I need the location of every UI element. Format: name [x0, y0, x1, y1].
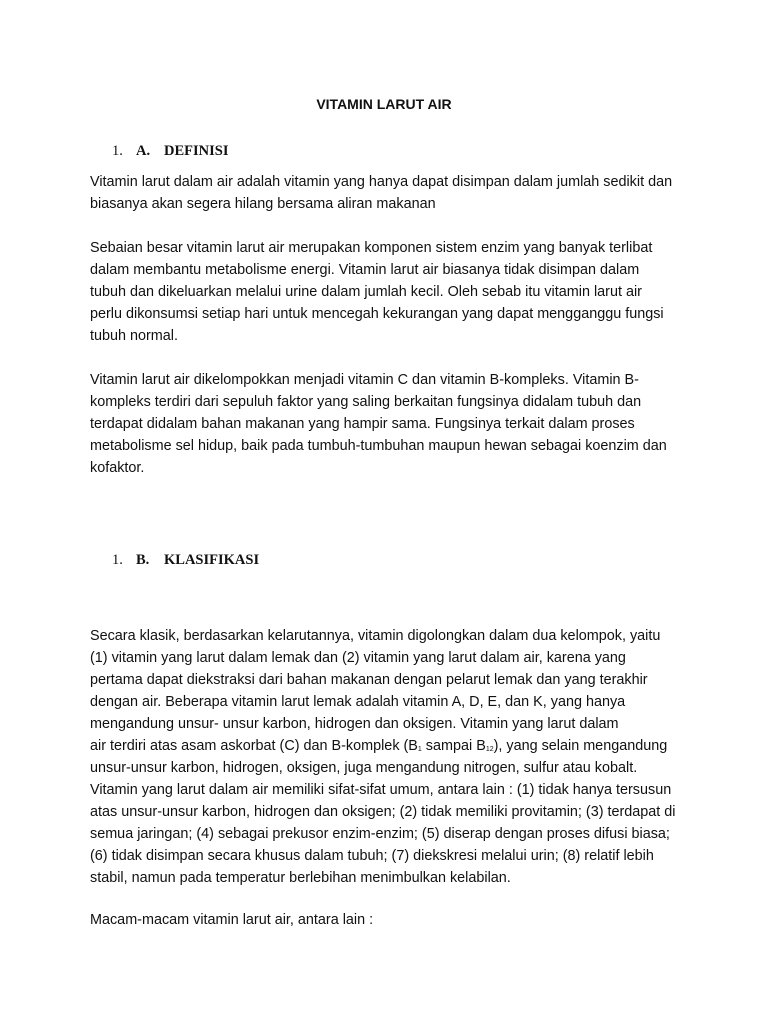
- text-line: unsur-unsur karbon, hidrogen, oksigen, juga mengandung nitrogen, sulfur atau kobalt.: [90, 760, 638, 776]
- paragraph-definisi-3: [90, 369, 682, 479]
- text-line: tubuh dan dikeluarkan melalui urine dalam jumlah kecil. Oleh sebab itu vitamin larut air: [90, 284, 642, 300]
- text-line: Vitamin larut dalam air adalah vitamin yang hanya dapat disimpan dalam jumlah sedikit dan: [90, 174, 673, 190]
- text-line: Secara klasik, berdasarkan kelarutannya, vitamin digolongkan dalam dua kelompok, yaitu: [90, 628, 661, 644]
- text-line: terdapat didalam bahan makanan yang hampir sama. Fungsinya terkait dalam proses: [90, 416, 635, 432]
- text-fragment: air terdiri atas asam askorbat (C) dan B-komplek (B: [90, 738, 418, 754]
- text-line: pertama dapat diekstraksi dari bahan makanan dengan pelarut lemak dan yang terakhir: [90, 672, 648, 688]
- section-heading-klasifikasi: [112, 552, 259, 569]
- section-title: KLASIFIKASI: [164, 552, 260, 568]
- section-number: 1.: [112, 552, 123, 568]
- text-line: Sebaian besar vitamin larut air merupakan komponen sistem enzim yang banyak terlibat: [90, 240, 653, 256]
- text-line: (1) vitamin yang larut dalam lemak dan (2) vitamin yang larut dalam air, karena yang: [90, 650, 626, 666]
- section-title: DEFINISI: [164, 143, 229, 159]
- subscript: 12: [485, 746, 494, 753]
- paragraph-klasifikasi-2: [90, 909, 682, 931]
- text-line: dengan air. Beberapa vitamin larut lemak adalah vitamin A, D, E, dan K, yang hanya: [90, 694, 626, 710]
- subscript: 1: [417, 746, 422, 753]
- text-line: kompleks terdiri dari sepuluh faktor yang saling berkaitan fungsinya didalam tubuh dan: [90, 394, 642, 410]
- text-line: Vitamin yang larut dalam air memiliki sifat-sifat umum, antara lain : (1) tidak hanya tersusun: [90, 782, 672, 798]
- text-line: (6) tidak disimpan secara khusus dalam tubuh; (7) diekskresi melalui urin; (8) relatif lebih: [90, 848, 654, 864]
- text-fragment: sampai B: [421, 738, 486, 754]
- text-fragment: ), yang selain mengandung: [493, 738, 668, 754]
- text-line: semua jaringan; (4) sebagai prekusor enzim-enzim; (5) diserap dengan proses difusi biasa;: [90, 826, 670, 842]
- text-line: Macam-macam vitamin larut air, antara lain :: [90, 912, 374, 928]
- text-line: biasanya akan segera hilang bersama aliran makanan: [90, 196, 436, 212]
- section-heading-definisi: [112, 143, 228, 160]
- section-letter: A.: [136, 143, 151, 159]
- document-title: VITAMIN LARUT AIR: [316, 96, 452, 112]
- text-line: metabolisme sel hidup, baik pada tumbuh-tumbuhan maupun hewan sebagai koenzim dan: [90, 438, 667, 454]
- section-number: 1.: [112, 143, 123, 159]
- text-line: Vitamin larut air dikelompokkan menjadi vitamin C dan vitamin B-kompleks. Vitamin B-: [90, 372, 639, 388]
- paragraph-definisi-1: [90, 171, 682, 215]
- section-letter: B.: [136, 552, 150, 568]
- text-line-with-subscripts: [90, 735, 682, 757]
- paragraph-klasifikasi-1: [90, 625, 682, 889]
- text-line: stabil, namun pada temperatur berlebihan menimbulkan kelabilan.: [90, 870, 511, 886]
- paragraph-definisi-2: [90, 237, 682, 347]
- text-line: mengandung unsur- unsur karbon, hidrogen dan oksigen. Vitamin yang larut dalam: [90, 716, 619, 732]
- text-line: dalam membantu metabolisme energi. Vitamin larut air biasanya tidak disimpan dalam: [90, 262, 640, 278]
- text-line: perlu dikonsumsi setiap hari untuk mencegah kekurangan yang dapat mengganggu fungsi: [90, 306, 664, 322]
- text-line: atas unsur-unsur karbon, hidrogen dan oksigen; (2) tidak memiliki provitamin; (3) terdapat di: [90, 804, 676, 820]
- text-line: tubuh normal.: [90, 328, 178, 344]
- text-line: kofaktor.: [90, 460, 145, 476]
